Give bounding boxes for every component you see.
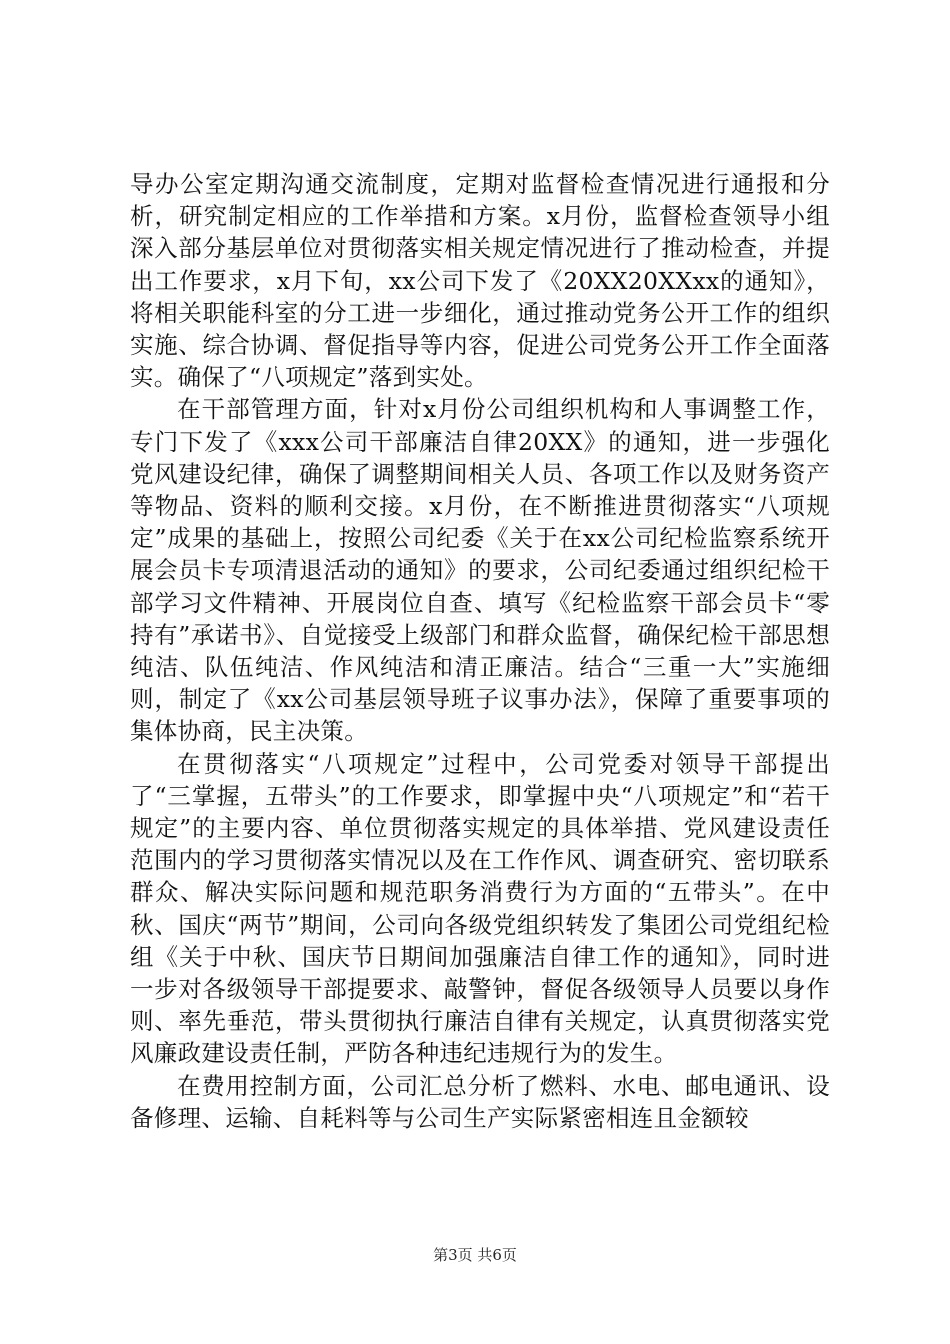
paragraph-cadre-management: 在干部管理方面，针对x月份公司组织机构和人事调整工作，专门下发了《xxx公司干部廉洁自律20XX》的通知，进一步强化党风建设纪律，确保了调整期间相关人员、各项工作以及财务资产等物品、资料的顺利交接。x月份，在不断推进贯彻落实“八项规定”成果的基础上，按照公司纪委《关于在xx公司纪检监察系统开展会员卡专项清退活动的通知》的要求，公司纪委通过组织纪检干部学习文件精神、开展岗位自查、填写《纪检监察干部会员卡“零持有”承诺书》、自觉接受上级部门和群众监督，确保纪检干部思想纯洁、队伍纯洁、作风纯洁和清正廉洁。结合“三重一大”实施细则，制定了《xx公司基层领导班子议事办法》，保障了重要事项的集体协商，民主决策。 [130, 395, 830, 746]
document-body [130, 168, 830, 1134]
paragraph-cost-control: 在费用控制方面，公司汇总分析了燃料、水电、邮电通讯、设备修理、运输、自耗料等与公司生产实际紧密相连且金额较 [130, 1071, 830, 1132]
paragraph-continued: 导办公室定期沟通交流制度，定期对监督检查情况进行通报和分析，研究制定相应的工作举措和方案。x月份，监督检查领导小组深入部分基层单位对贯彻落实相关规定情况进行了推动检查，并提出工作要求，x月下旬，xx公司下发了《20XX20XXxx的通知》，将相关职能科室的分工进一步细化，通过推动党务公开工作的组织实施、综合协调、督促指导等内容，促进公司党务公开工作全面落实。确保了“八项规定”落到实处。 [130, 170, 830, 392]
paragraph-eight-rules: 在贯彻落实“八项规定”过程中，公司党委对领导干部提出了“三掌握，五带头”的工作要求，即掌握中央“八项规定”和“若干规定”的主要内容、单位贯彻落实规定的具体举措、党风建设责任范围内的学习贯彻落实情况以及在工作作风、调查研究、密切联系群众、解决实际问题和规范职务消费行为方面的“五带头”。在中秋、国庆“两节”期间，公司向各级党组织转发了集团公司党组纪检组《关于中秋、国庆节日期间加强廉洁自律工作的通知》，同时进一步对各级领导干部提要求、敲警钟，督促各级领导人员要以身作则、率先垂范，带头贯彻执行廉洁自律有关规定，认真贯彻落实党风廉政建设责任制，严防各种违纪违规行为的发生。 [130, 749, 830, 1068]
page-footer: 第3页 共6页 [433, 1246, 517, 1264]
